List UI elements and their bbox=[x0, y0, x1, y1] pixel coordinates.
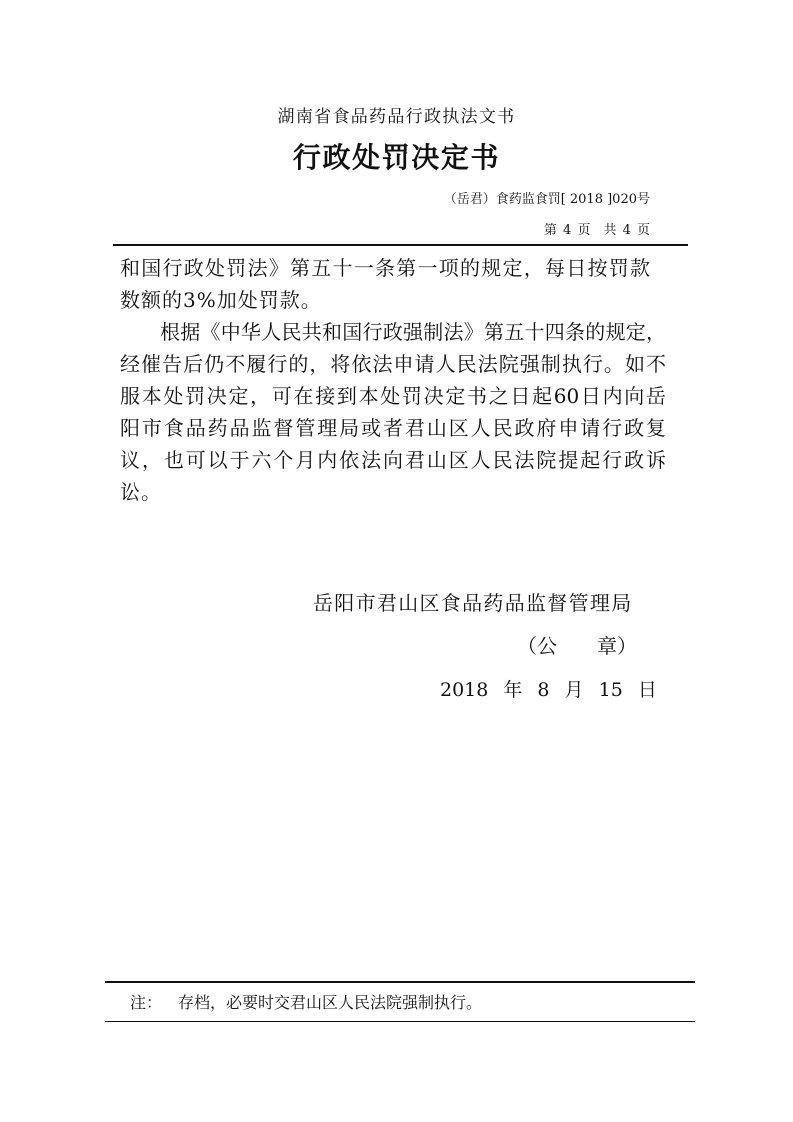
header-divider bbox=[113, 244, 688, 246]
official-seal-label: （公 章） bbox=[517, 634, 637, 658]
footer-divider-top bbox=[105, 981, 695, 983]
body-line: 数额的3%加处罚款。 bbox=[120, 288, 322, 312]
document-title: 行政处罚决定书 bbox=[292, 141, 501, 174]
footer-note-text: 存档，必要时交君山区人民法院强制执行。 bbox=[178, 993, 483, 1012]
page-info: 第 4 页 共 4 页 bbox=[543, 223, 650, 238]
org-line: 湖南省食品药品行政执法文书 bbox=[277, 107, 516, 127]
body-line: 阳市食品药品监督管理局或者君山区人民政府申请行政复 bbox=[120, 416, 666, 440]
document-number: （岳君）食药监食罚[ 2018 ]020号 bbox=[443, 192, 650, 207]
footer-note-label: 注： bbox=[130, 993, 163, 1012]
body-line: 和国行政处罚法》第五十一条第一项的规定，每日按罚款 bbox=[120, 256, 650, 280]
footer-note bbox=[130, 992, 482, 1014]
body-line: 经催告后仍不履行的，将依法申请人民法院强制执行。如不 bbox=[120, 352, 666, 376]
body-line: 议，也可以于六个月内依法向君山区人民法院提起行政诉 bbox=[120, 448, 666, 472]
body-line: 根据《中华人民共和国行政强制法》第五十四条的规定， bbox=[160, 320, 666, 344]
body-line: 讼。 bbox=[120, 480, 162, 504]
issuing-authority: 岳阳市君山区食品药品监督管理局 bbox=[313, 591, 633, 615]
body-line: 服本处罚决定，可在接到本处罚决定书之日起60日内向岳 bbox=[120, 384, 666, 408]
document-body bbox=[120, 252, 666, 508]
signature-date: 2018 年 8 月 15 日 bbox=[440, 679, 657, 701]
footer-divider-bottom bbox=[105, 1021, 695, 1022]
